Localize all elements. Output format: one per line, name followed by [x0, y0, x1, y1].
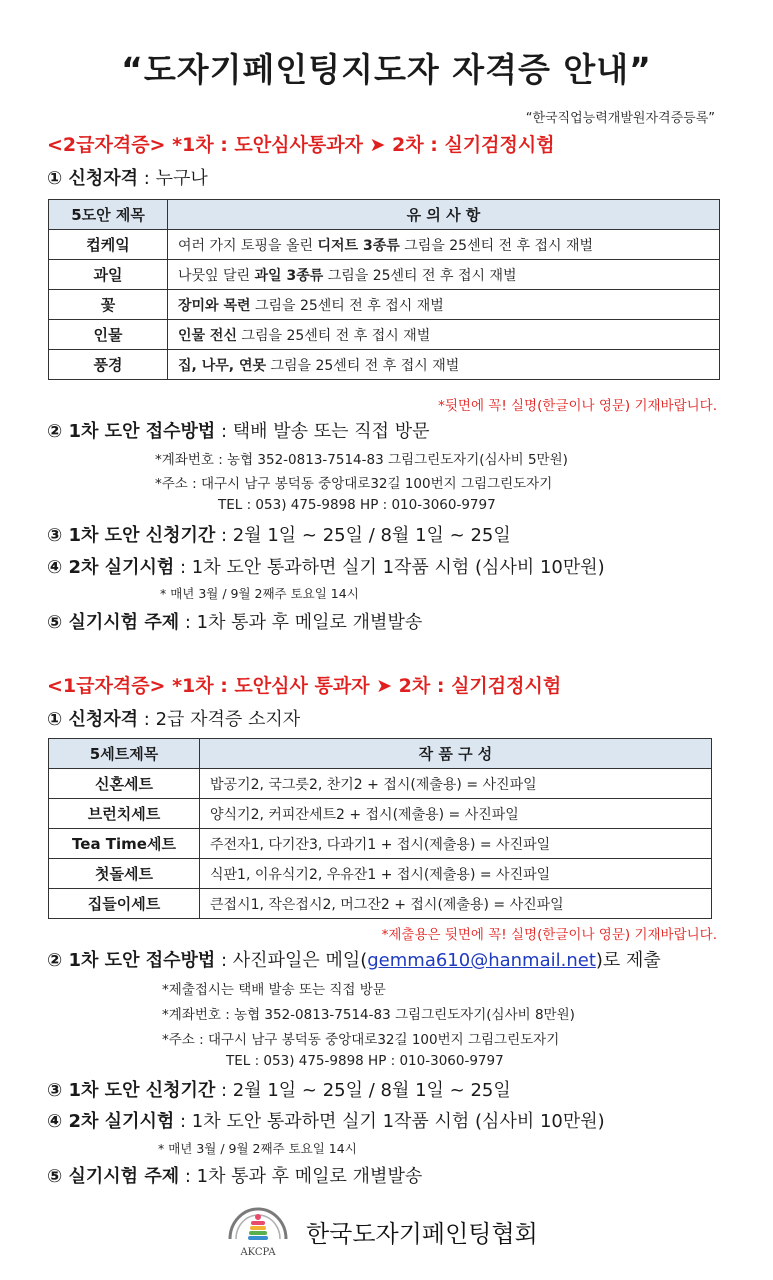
grade1-exam-topic: ⑤ 실기시험 주제 : 1차 통과 후 메일로 개별발송 — [47, 1166, 423, 1187]
grade1-submission-method: ② 1차 도안 접수방법 : 사진파일은 메일(gemma610@hanmail.net)로 제출 — [47, 950, 661, 971]
grade2-eligibility: ① 신청자격 : 누구나 — [47, 168, 208, 189]
grade2-design-table — [48, 199, 720, 380]
grade1-application-period: ③ 1차 도안 신청기간 : 2월 1일 ~ 25일 / 8월 1일 ~ 25일 — [47, 1080, 511, 1101]
grade1-phone: TEL : 053) 475-9898 HP : 010-3060-9797 — [226, 1053, 504, 1069]
grade2-table-note: *뒷면에 꼭! 실명(한글이나 영문) 기재바랍니다. — [438, 398, 717, 414]
grade2-section-header: <2급자격증> *1차 : 도안심사통과자 ➤ 2차 : 실기검정시험 — [47, 134, 555, 156]
grade1-exam-schedule: * 매년 3월 / 9월 2째주 토요일 14시 — [158, 1141, 357, 1156]
grade2-phone: TEL : 053) 475-9898 HP : 010-3060-9797 — [218, 497, 496, 513]
table-row: 신혼세트 밥공기2, 국그릇2, 찬기2 + 접시(제출용) = 사진파일 — [49, 769, 712, 799]
table-row: 풍경 집, 나무, 연못 그림을 25센티 전 후 접시 재벌 — [49, 350, 720, 380]
organization-name: 한국도자기페인팅협회 — [306, 1220, 538, 1248]
page-title: “도자기페인팅지도자 자격증 안내” — [121, 50, 652, 89]
table-row: 꽃 장미와 목련 그림을 25센티 전 후 접시 재벌 — [49, 290, 720, 320]
logo-text: AKCPA — [240, 1247, 276, 1258]
table-row: Tea Time세트 주전자1, 다기잔3, 다과기1 + 접시(제출용) = 사진파일 — [49, 829, 712, 859]
email-link[interactable]: gemma610@hanmail.net — [367, 950, 596, 971]
table-header: 5세트제목 — [49, 739, 200, 769]
grade1-practical-exam: ④ 2차 실기시험 : 1차 도안 통과하면 실기 1작품 시험 (심사비 10만원) — [47, 1111, 605, 1132]
table-row: 컵케잌 여러 가지 토핑을 올린 디저트 3종류 그림을 25센티 전 후 접시 재벌 — [49, 230, 720, 260]
grade2-practical-exam: ④ 2차 실기시험 : 1차 도안 통과하면 실기 1작품 시험 (심사비 10만원) — [47, 557, 605, 578]
grade2-address: *주소 : 대구시 남구 봉덕동 중앙대로32길 100번지 그림그린도자기 — [155, 476, 553, 492]
table-header: 작 품 구 성 — [200, 739, 712, 769]
grade1-table-note: *제출용은 뒷면에 꼭! 실명(한글이나 영문) 기재바랍니다. — [381, 927, 717, 943]
grade1-set-table — [48, 738, 712, 919]
table-row: 첫돌세트 식판1, 이유식기2, 우유잔1 + 접시(제출용) = 사진파일 — [49, 859, 712, 889]
table-row: 브런치세트 양식기2, 커피잔세트2 + 접시(제출용) = 사진파일 — [49, 799, 712, 829]
table-row: 집들이세트 큰접시1, 작은접시2, 머그잔2 + 접시(제출용) = 사진파일 — [49, 889, 712, 919]
grade1-delivery-note: *제출접시는 택배 발송 또는 직접 방문 — [162, 982, 386, 998]
table-row: 인물 인물 전신 그림을 25센티 전 후 접시 재벌 — [49, 320, 720, 350]
grade2-account: *계좌번호 : 농협 352-0813-7514-83 그림그린도자기(심사비 5만원) — [155, 452, 568, 468]
grade2-exam-topic: ⑤ 실기시험 주제 : 1차 통과 후 메일로 개별발송 — [47, 612, 423, 633]
grade1-address: *주소 : 대구시 남구 봉덕동 중앙대로32길 100번지 그림그린도자기 — [162, 1032, 560, 1048]
table-header: 유 의 사 항 — [168, 200, 720, 230]
grade1-section-header: <1급자격증> *1차 : 도안심사 통과자 ➤ 2차 : 실기검정시험 — [47, 675, 562, 697]
grade2-exam-schedule: * 매년 3월 / 9월 2째주 토요일 14시 — [160, 586, 359, 601]
table-row: 과일 나뭇잎 달린 과일 3종류 그림을 25센티 전 후 접시 재벌 — [49, 260, 720, 290]
akcpa-logo — [224, 1199, 292, 1261]
grade2-application-period: ③ 1차 도안 신청기간 : 2월 1일 ~ 25일 / 8월 1일 ~ 25일 — [47, 525, 511, 546]
grade1-eligibility: ① 신청자격 : 2급 자격증 소지자 — [47, 709, 301, 730]
registration-note: “한국직업능력개발원자격증등록” — [525, 111, 715, 126]
table-header: 5도안 제목 — [49, 200, 168, 230]
grade2-submission-method: ② 1차 도안 접수방법 : 택배 발송 또는 직접 방문 — [47, 421, 430, 442]
grade1-account: *계좌번호 : 농협 352-0813-7514-83 그림그린도자기(심사비 8만원) — [162, 1007, 575, 1023]
